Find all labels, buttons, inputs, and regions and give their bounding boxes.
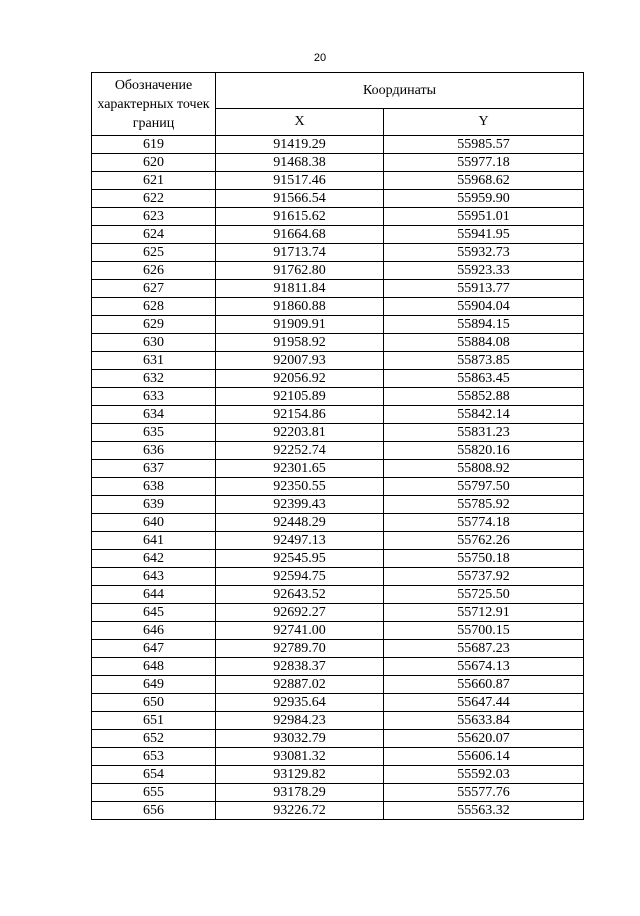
y-coordinate-cell: 55959.90 — [384, 190, 584, 208]
point-id-cell: 625 — [92, 244, 216, 262]
y-coordinate-cell: 55577.76 — [384, 784, 584, 802]
y-coordinate-cell: 55808.92 — [384, 460, 584, 478]
y-coordinate-cell: 55873.85 — [384, 352, 584, 370]
x-coordinate-cell: 92838.37 — [216, 658, 384, 676]
table-row — [92, 550, 584, 568]
y-coordinate-cell: 55762.26 — [384, 532, 584, 550]
point-id-cell: 656 — [92, 802, 216, 820]
table-row — [92, 622, 584, 640]
x-coordinate-cell: 91811.84 — [216, 280, 384, 298]
table-row — [92, 334, 584, 352]
y-coordinate-cell: 55647.44 — [384, 694, 584, 712]
table-row — [92, 190, 584, 208]
point-id-cell: 629 — [92, 316, 216, 334]
point-id-cell: 636 — [92, 442, 216, 460]
x-coordinate-cell: 92545.95 — [216, 550, 384, 568]
y-coordinate-cell: 55563.32 — [384, 802, 584, 820]
y-coordinate-cell: 55884.08 — [384, 334, 584, 352]
point-id-cell: 643 — [92, 568, 216, 586]
point-id-cell: 627 — [92, 280, 216, 298]
y-coordinate-cell: 55951.01 — [384, 208, 584, 226]
x-coordinate-cell: 92399.43 — [216, 496, 384, 514]
y-coordinate-cell: 55606.14 — [384, 748, 584, 766]
y-coordinate-cell: 55700.15 — [384, 622, 584, 640]
table-row — [92, 658, 584, 676]
x-coordinate-cell: 92692.27 — [216, 604, 384, 622]
table-body — [92, 136, 584, 820]
table-row — [92, 766, 584, 784]
page-number: 20 — [313, 52, 327, 64]
table-row — [92, 280, 584, 298]
y-coordinate-cell: 55932.73 — [384, 244, 584, 262]
x-coordinate-cell: 91615.62 — [216, 208, 384, 226]
table-row — [92, 370, 584, 388]
table-row — [92, 298, 584, 316]
point-id-cell: 642 — [92, 550, 216, 568]
table-row — [92, 136, 584, 154]
point-id-cell: 630 — [92, 334, 216, 352]
y-coordinate-cell: 55863.45 — [384, 370, 584, 388]
x-coordinate-cell: 91958.92 — [216, 334, 384, 352]
y-coordinate-cell: 55750.18 — [384, 550, 584, 568]
x-coordinate-cell: 91713.74 — [216, 244, 384, 262]
x-coordinate-cell: 92203.81 — [216, 424, 384, 442]
table-row — [92, 748, 584, 766]
point-id-cell: 651 — [92, 712, 216, 730]
x-coordinate-cell: 93129.82 — [216, 766, 384, 784]
table-row — [92, 712, 584, 730]
x-coordinate-cell: 93032.79 — [216, 730, 384, 748]
y-coordinate-cell: 55660.87 — [384, 676, 584, 694]
x-column-header: X — [216, 109, 384, 136]
point-id-cell: 652 — [92, 730, 216, 748]
table-row — [92, 262, 584, 280]
y-coordinate-cell: 55977.18 — [384, 154, 584, 172]
x-coordinate-cell: 92497.13 — [216, 532, 384, 550]
point-id-cell: 650 — [92, 694, 216, 712]
table-row — [92, 514, 584, 532]
table-row — [92, 568, 584, 586]
x-coordinate-cell: 91664.68 — [216, 226, 384, 244]
y-coordinate-cell: 55785.92 — [384, 496, 584, 514]
x-coordinate-cell: 91909.91 — [216, 316, 384, 334]
y-coordinate-cell: 55737.92 — [384, 568, 584, 586]
x-coordinate-cell: 92984.23 — [216, 712, 384, 730]
point-id-cell: 633 — [92, 388, 216, 406]
table-row — [92, 388, 584, 406]
y-coordinate-cell: 55620.07 — [384, 730, 584, 748]
y-coordinate-cell: 55904.04 — [384, 298, 584, 316]
x-coordinate-cell: 91419.29 — [216, 136, 384, 154]
table-header — [92, 73, 584, 136]
table-row — [92, 676, 584, 694]
point-id-cell: 628 — [92, 298, 216, 316]
x-coordinate-cell: 92741.00 — [216, 622, 384, 640]
point-id-cell: 620 — [92, 154, 216, 172]
point-id-cell: 653 — [92, 748, 216, 766]
x-coordinate-cell: 92301.65 — [216, 460, 384, 478]
point-id-cell: 622 — [92, 190, 216, 208]
y-coordinate-cell: 55913.77 — [384, 280, 584, 298]
y-coordinate-cell: 55985.57 — [384, 136, 584, 154]
table-row — [92, 244, 584, 262]
point-id-cell: 621 — [92, 172, 216, 190]
table-row — [92, 226, 584, 244]
point-id-cell: 649 — [92, 676, 216, 694]
y-coordinate-cell: 55852.88 — [384, 388, 584, 406]
y-coordinate-cell: 55923.33 — [384, 262, 584, 280]
table-row — [92, 460, 584, 478]
table-row — [92, 352, 584, 370]
y-coordinate-cell: 55674.13 — [384, 658, 584, 676]
table-row — [92, 802, 584, 820]
point-id-cell: 654 — [92, 766, 216, 784]
point-id-cell: 639 — [92, 496, 216, 514]
designation-header: Обозначение характерных точек границ — [92, 73, 216, 136]
y-coordinate-cell: 55633.84 — [384, 712, 584, 730]
point-id-cell: 647 — [92, 640, 216, 658]
x-coordinate-cell: 93226.72 — [216, 802, 384, 820]
point-id-cell: 632 — [92, 370, 216, 388]
point-id-cell: 631 — [92, 352, 216, 370]
table-row — [92, 586, 584, 604]
y-coordinate-cell: 55687.23 — [384, 640, 584, 658]
x-coordinate-cell: 92154.86 — [216, 406, 384, 424]
coordinates-header: Координаты — [216, 73, 584, 109]
x-coordinate-cell: 92252.74 — [216, 442, 384, 460]
y-coordinate-cell: 55820.16 — [384, 442, 584, 460]
table-row — [92, 154, 584, 172]
table-row — [92, 784, 584, 802]
y-coordinate-cell: 55797.50 — [384, 478, 584, 496]
x-coordinate-cell: 92448.29 — [216, 514, 384, 532]
table-row — [92, 532, 584, 550]
x-coordinate-cell: 92935.64 — [216, 694, 384, 712]
table-row — [92, 640, 584, 658]
y-coordinate-cell: 55968.62 — [384, 172, 584, 190]
point-id-cell: 635 — [92, 424, 216, 442]
table-row — [92, 604, 584, 622]
x-coordinate-cell: 93081.32 — [216, 748, 384, 766]
point-id-cell: 645 — [92, 604, 216, 622]
table-row — [92, 316, 584, 334]
point-id-cell: 638 — [92, 478, 216, 496]
point-id-cell: 619 — [92, 136, 216, 154]
point-id-cell: 624 — [92, 226, 216, 244]
table-row — [92, 496, 584, 514]
table-row — [92, 172, 584, 190]
x-coordinate-cell: 91468.38 — [216, 154, 384, 172]
point-id-cell: 626 — [92, 262, 216, 280]
y-column-header: Y — [384, 109, 584, 136]
table-row — [92, 694, 584, 712]
x-coordinate-cell: 91517.46 — [216, 172, 384, 190]
table-row — [92, 406, 584, 424]
y-coordinate-cell: 55725.50 — [384, 586, 584, 604]
y-coordinate-cell: 55842.14 — [384, 406, 584, 424]
coordinates-table — [91, 72, 584, 820]
point-id-cell: 644 — [92, 586, 216, 604]
x-coordinate-cell: 92007.93 — [216, 352, 384, 370]
x-coordinate-cell: 91860.88 — [216, 298, 384, 316]
point-id-cell: 637 — [92, 460, 216, 478]
table-row — [92, 442, 584, 460]
x-coordinate-cell: 93178.29 — [216, 784, 384, 802]
point-id-cell: 641 — [92, 532, 216, 550]
y-coordinate-cell: 55831.23 — [384, 424, 584, 442]
x-coordinate-cell: 92105.89 — [216, 388, 384, 406]
y-coordinate-cell: 55592.03 — [384, 766, 584, 784]
table-row — [92, 478, 584, 496]
point-id-cell: 634 — [92, 406, 216, 424]
point-id-cell: 648 — [92, 658, 216, 676]
table-row — [92, 730, 584, 748]
x-coordinate-cell: 92350.55 — [216, 478, 384, 496]
point-id-cell: 623 — [92, 208, 216, 226]
table-row — [92, 208, 584, 226]
y-coordinate-cell: 55774.18 — [384, 514, 584, 532]
x-coordinate-cell: 92056.92 — [216, 370, 384, 388]
y-coordinate-cell: 55894.15 — [384, 316, 584, 334]
x-coordinate-cell: 92789.70 — [216, 640, 384, 658]
x-coordinate-cell: 91762.80 — [216, 262, 384, 280]
point-id-cell: 640 — [92, 514, 216, 532]
x-coordinate-cell: 92594.75 — [216, 568, 384, 586]
y-coordinate-cell: 55941.95 — [384, 226, 584, 244]
x-coordinate-cell: 91566.54 — [216, 190, 384, 208]
x-coordinate-cell: 92643.52 — [216, 586, 384, 604]
x-coordinate-cell: 92887.02 — [216, 676, 384, 694]
table-row — [92, 424, 584, 442]
point-id-cell: 646 — [92, 622, 216, 640]
point-id-cell: 655 — [92, 784, 216, 802]
y-coordinate-cell: 55712.91 — [384, 604, 584, 622]
